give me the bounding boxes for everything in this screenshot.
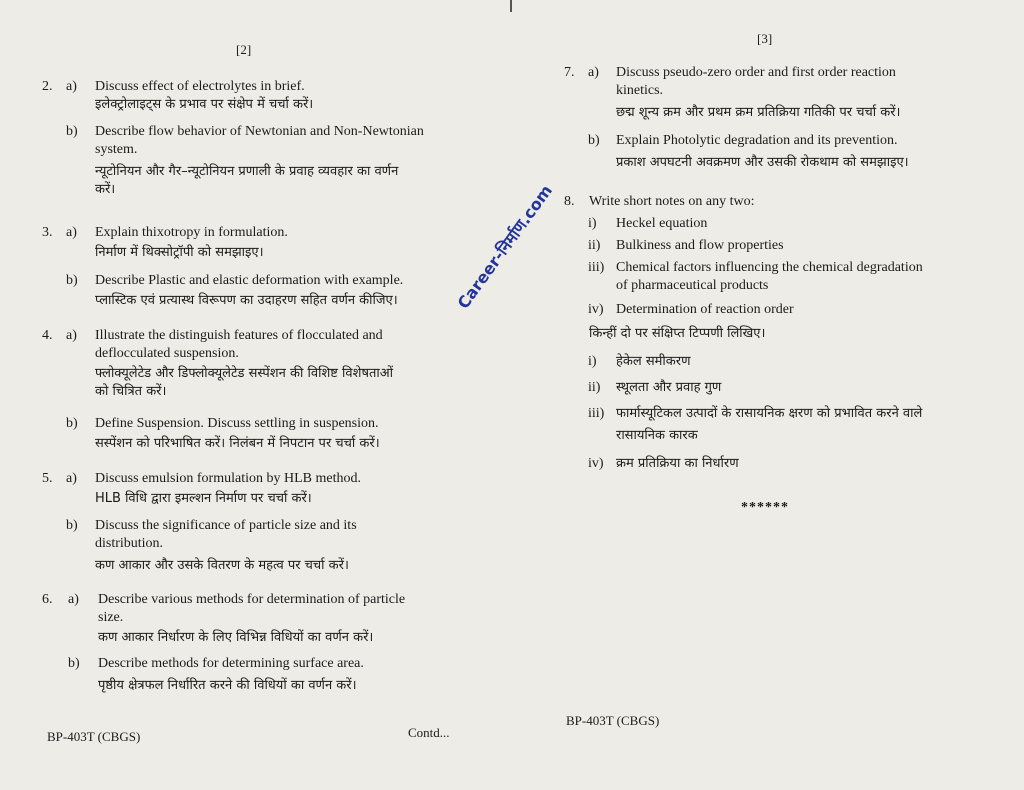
question-4a-text: Illustrate the distinguish features of flocculated and deflocculated suspension. फ्लोक्यूलेटेड और डिफ्लोक्यूलेटेड सस्पेंशन की विशिष्ट विशेषताओं को चित्रित करें। bbox=[95, 328, 394, 399]
note-label: iv) bbox=[588, 456, 604, 471]
question-8-title-hindi: किन्हीं दो पर संक्षिप्त टिप्पणी लिखिए। bbox=[589, 326, 766, 341]
note-item-hindi: हेकेल समीकरण bbox=[616, 354, 691, 369]
question-3b-text: Describe Plastic and elastic deformation with example. प्लास्टिक एवं प्रत्यास्थ विरूपण का उदाहरण सहित वर्णन कीजिए। bbox=[95, 273, 404, 308]
watermark-stamp: Career-निर्माण.com bbox=[453, 181, 557, 313]
subpart-label: a) bbox=[66, 225, 77, 240]
question-number: 8. bbox=[564, 194, 575, 209]
question-8-title: Write short notes on any two: bbox=[589, 194, 755, 209]
end-mark: ****** bbox=[741, 500, 789, 515]
note-label: iii) bbox=[588, 406, 605, 421]
note-item-hindi: क्रम प्रतिक्रिया का निर्धारण bbox=[616, 456, 739, 471]
question-5b-text: Discuss the significance of particle size and its distribution. कण आकार और उसके वितरण के महत्व पर चर्चा करें। bbox=[95, 518, 357, 573]
subpart-label: b) bbox=[68, 656, 80, 671]
question-7a-text: Discuss pseudo-zero order and first order reaction kinetics. छद्म शून्य क्रम और प्रथम क्रम प्रतिक्रिया गतिकी पर चर्चा करें। bbox=[616, 65, 901, 120]
right-page bbox=[512, 0, 1024, 790]
note-label: i) bbox=[588, 354, 597, 369]
subpart-label: a) bbox=[66, 79, 77, 94]
footer-contd: Contd... bbox=[408, 725, 450, 740]
subpart-label: b) bbox=[588, 133, 600, 148]
question-number: 7. bbox=[564, 65, 575, 80]
note-item-hindi: फार्मास्यूटिकल उत्पादों के रासायनिक क्षरण को प्रभावित करने वाले रासायनिक कारक bbox=[616, 406, 923, 443]
note-item-hindi: स्थूलता और प्रवाह गुण bbox=[616, 380, 722, 395]
question-2a-text: Discuss effect of electrolytes in brief. इलेक्ट्रोलाइट्स के प्रभाव पर संक्षेप में चर्चा करें। bbox=[95, 79, 314, 112]
subpart-label: b) bbox=[66, 518, 78, 533]
question-number: 6. bbox=[42, 592, 53, 607]
question-6b-text: Describe methods for determining surface area. पृष्ठीय क्षेत्रफल निर्धारित करने की विधियों का वर्णन करें। bbox=[98, 656, 364, 693]
question-3a-text: Explain thixotropy in formulation. निर्माण में थिक्सोट्रॉपी को समझाइए। bbox=[95, 225, 288, 260]
question-7b-text: Explain Photolytic degradation and its prevention. प्रकाश अपघटनी अवक्रमण और उसकी रोकथाम को समझाइए। bbox=[616, 133, 909, 170]
question-number: 3. bbox=[42, 225, 53, 240]
note-label: i) bbox=[588, 216, 597, 231]
note-item: Heckel equation bbox=[616, 216, 708, 231]
subpart-label: a) bbox=[588, 65, 599, 80]
question-6a-text: Describe various methods for determination of particle size. कण आकार निर्धारण के लिए विभिन्न विधियों का वर्णन करें। bbox=[98, 592, 406, 645]
footer-code: BP-403T (CBGS) bbox=[566, 713, 660, 728]
subpart-label: a) bbox=[68, 592, 79, 607]
subpart-label: b) bbox=[66, 124, 78, 139]
question-4b-text: Define Suspension. Discuss settling in suspension. सस्पेंशन को परिभाषित करें। निलंबन में निपटान पर चर्चा करें। bbox=[95, 416, 380, 451]
page-number: [2] bbox=[236, 42, 252, 57]
question-number: 5. bbox=[42, 471, 53, 486]
footer-code: BP-403T (CBGS) bbox=[47, 729, 141, 744]
question-number: 2. bbox=[42, 79, 53, 94]
subpart-label: b) bbox=[66, 273, 78, 288]
subpart-label: b) bbox=[66, 416, 78, 431]
note-item: Bulkiness and flow properties bbox=[616, 238, 784, 253]
note-item: Determination of reaction order bbox=[616, 302, 794, 317]
subpart-label: a) bbox=[66, 328, 77, 343]
note-item: Chemical factors influencing the chemical degradation of pharmaceutical products bbox=[616, 260, 923, 293]
note-label: ii) bbox=[588, 238, 601, 253]
note-label: iii) bbox=[588, 260, 605, 275]
subpart-label: a) bbox=[66, 471, 77, 486]
page-number: [3] bbox=[757, 31, 773, 46]
question-2b-text: Describe flow behavior of Newtonian and Non-Newtonian system. न्यूटोनियन और गैर–न्यूटोनियन प्रणाली के प्रवाह व्यवहार का वर्णन करें। bbox=[95, 124, 424, 197]
note-label: ii) bbox=[588, 380, 601, 395]
question-number: 4. bbox=[42, 328, 53, 343]
question-5a-text: Discuss emulsion formulation by HLB method. HLB विधि द्वारा इमल्शन निर्माण पर चर्चा करें। bbox=[95, 471, 361, 506]
note-label: iv) bbox=[588, 302, 604, 317]
